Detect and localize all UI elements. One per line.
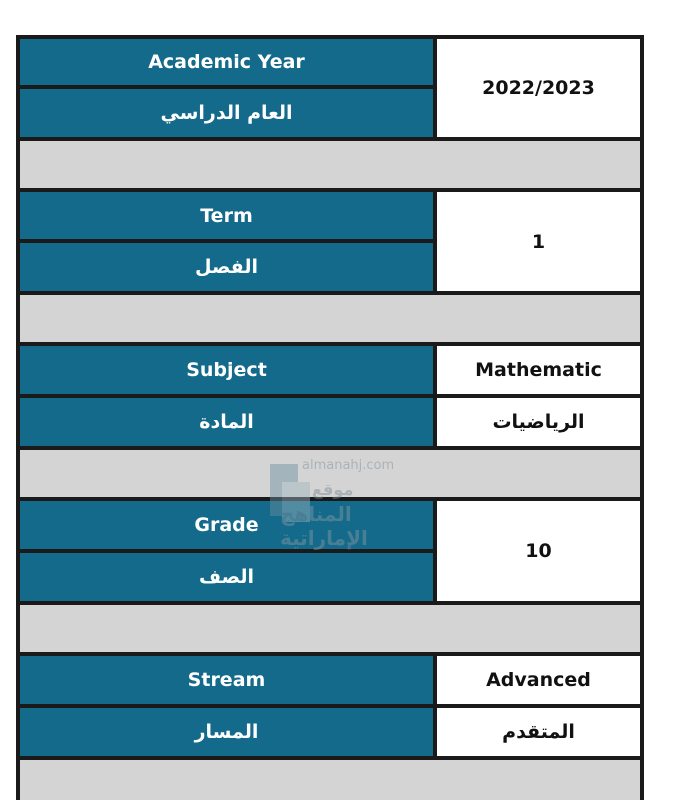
subject-label-ar: المادة [20, 398, 433, 446]
subject-value-ar: الرياضيات [437, 398, 640, 446]
grade-value: 10 [437, 501, 640, 601]
watermark-word: موقع [312, 480, 354, 499]
stream-value-en: Advanced [437, 656, 640, 704]
spacer-row [20, 605, 640, 652]
watermark-name: المناهج الإماراتية [280, 502, 368, 550]
stream-label-en: Stream [20, 656, 433, 704]
grade-label-ar: الصف [20, 553, 433, 601]
stream-value-ar: المتقدم [437, 708, 640, 756]
term-label-ar: الفصل [20, 243, 433, 291]
subject-label-en: Subject [20, 346, 433, 394]
info-table [16, 35, 644, 800]
subject-value-en: Mathematic [437, 346, 640, 394]
spacer-row [20, 295, 640, 342]
grade-label-en: Grade [20, 501, 433, 549]
academic-year-label-en: Academic Year [20, 39, 433, 85]
stream-label-ar: المسار [20, 708, 433, 756]
term-value: 1 [437, 192, 640, 291]
academic-year-label-ar: العام الدراسي [20, 89, 433, 137]
spacer-row [20, 450, 640, 497]
spacer-row [20, 760, 640, 800]
term-label-en: Term [20, 192, 433, 239]
watermark-site: almanahj.com [302, 458, 395, 473]
academic-year-value: 2022/2023 [437, 39, 640, 137]
spacer-row [20, 141, 640, 188]
